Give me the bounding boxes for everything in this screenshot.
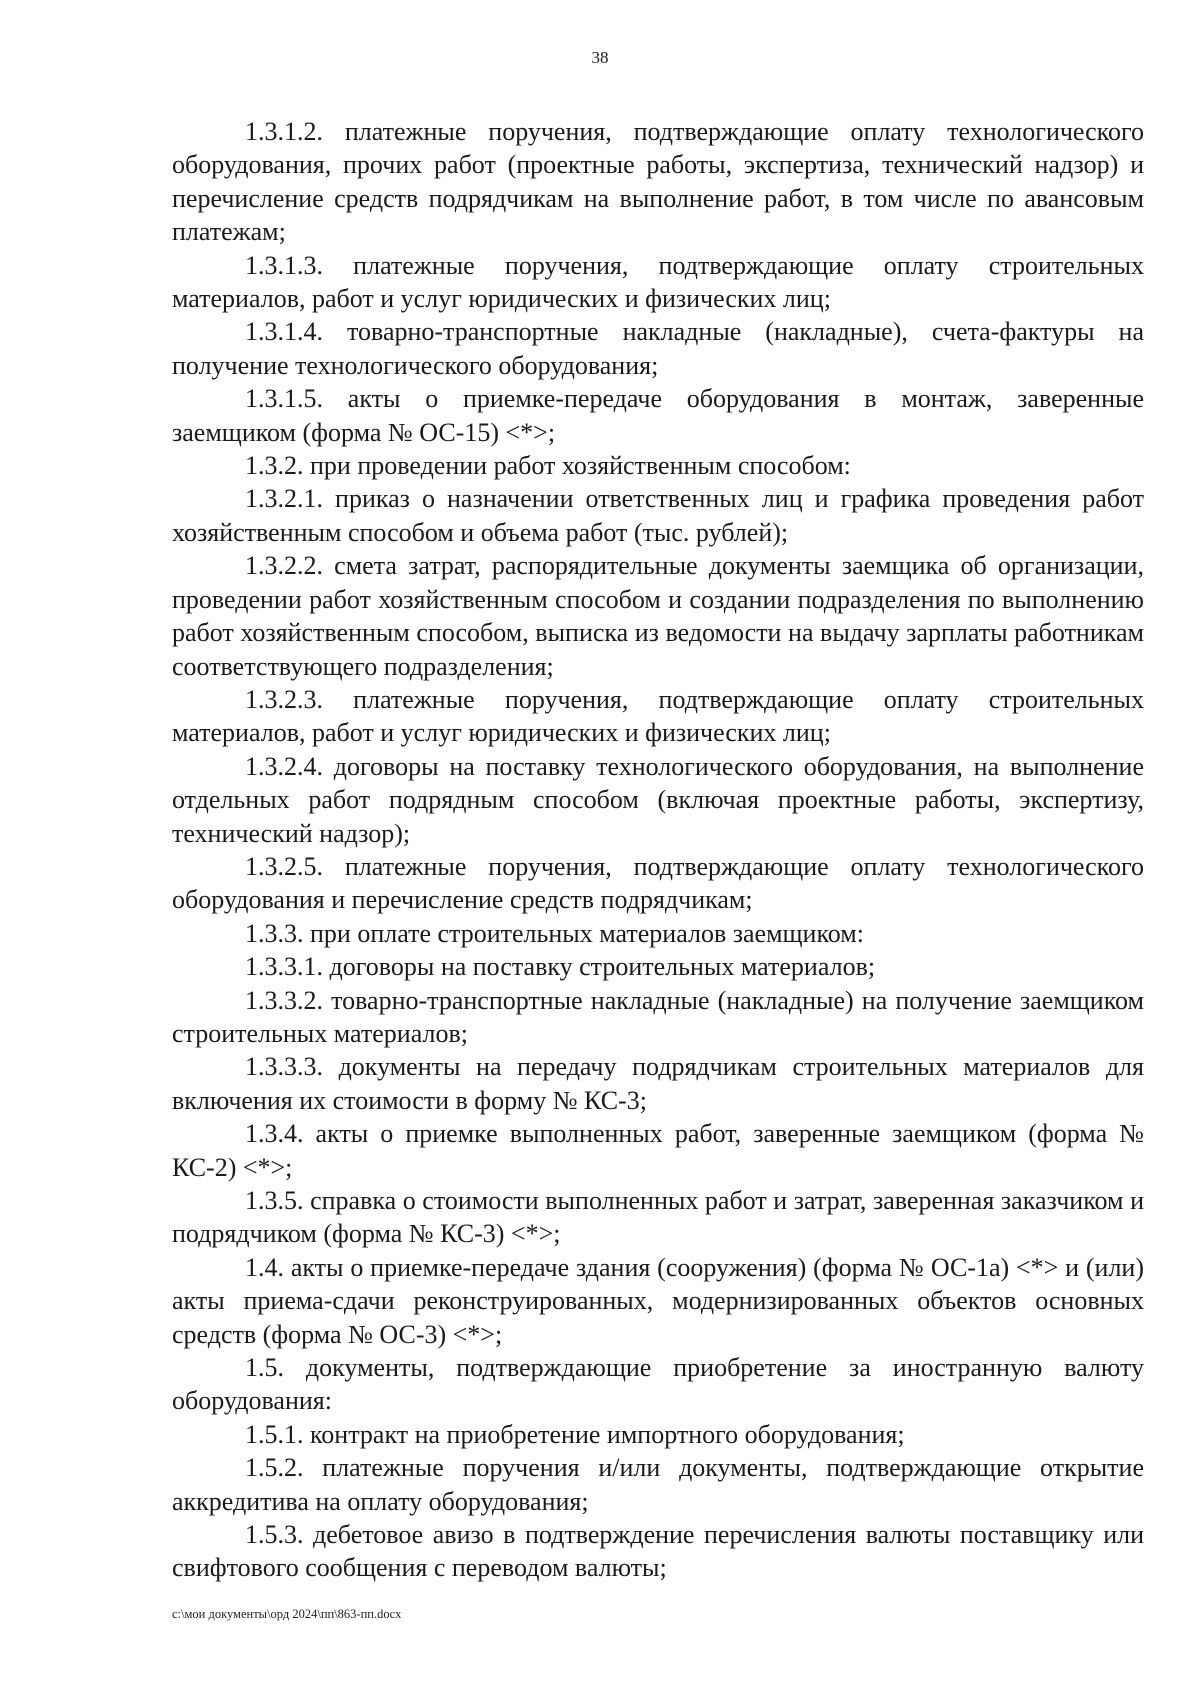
paragraph-1-5-1: 1.5.1. контракт на приобретение импортного оборудования; [245, 1419, 905, 1449]
paragraph-1-3-2-1: 1.3.2.1. приказ о назначении ответственных лиц и графика проведения работ хозяйственным способом и объема работ (тыс. рублей); [172, 484, 1144, 547]
document-body [172, 115, 1144, 1585]
paragraph-1-3-2-3: 1.3.2.3. платежные поручения, подтверждающие оплату строительных материалов, работ и услуг юридических и физических лиц; [172, 684, 1144, 748]
paragraph-1-3-1-4: 1.3.1.4. товарно-транспортные накладные (накладные), счета-фактуры на получение технологического оборудования; [172, 317, 1144, 380]
paragraph-1-3-1-3: 1.3.1.3. платежные поручения, подтверждающие оплату строительных материалов, работ и услуг юридических и физических лиц; [172, 250, 1144, 314]
page-number: 38 [591, 48, 609, 67]
paragraph-1-5-3: 1.5.3. дебетовое авизо в подтверждение перечисления валюты поставщику или свифтового сообщения с переводом валюты; [172, 1520, 1144, 1583]
paragraph-1-3-3-2: 1.3.3.2. товарно-транспортные накладные (накладные) на получение заемщиком строительных материалов; [172, 985, 1144, 1048]
paragraph-1-3-1-2: 1.3.1.2. платежные поручения, подтверждающие оплату технологического оборудования, прочих работ (проектные работы, экспертиза, технический надзор) и перечисление средств подрядчикам на выполнение работ, в том числе по авансовым платежам; [172, 117, 1144, 247]
paragraph-1-3-5: 1.3.5. справка о стоимости выполненных работ и затрат, заверенная заказчиком и подрядчиком (форма № КС-3) <*>; [172, 1186, 1144, 1249]
paragraph-1-3-2-2: 1.3.2.2. смета затрат, распорядительные документы заемщика об организации, проведении работ хозяйственным способом и создании подразделения по выполнению работ хозяйственным способом, выписка из ведомости на выдачу зарплаты работникам соответствующего подразделения; [172, 551, 1144, 681]
paragraph-1-3-2: 1.3.2. при проведении работ хозяйственным способом: [245, 451, 851, 481]
footer-file-path: c:\мои документы\орд 2024\пп\863-пп.docx [172, 1607, 402, 1621]
paragraph-1-3-3-1: 1.3.3.1. договоры на поставку строительных материалов; [245, 952, 876, 982]
paragraph-1-3-3-3: 1.3.3.3. документы на передачу подрядчикам строительных материалов для включения их стоимости в форму № КС-3; [172, 1052, 1144, 1115]
paragraph-1-3-2-4: 1.3.2.4. договоры на поставку технологического оборудования, на выполнение отдельных работ подрядным способом (включая проектные работы, экспертизу, технический надзор); [172, 751, 1144, 848]
paragraph-1-3-2-5: 1.3.2.5. платежные поручения, подтверждающие оплату технологического оборудования и перечисление средств подрядчикам; [172, 851, 1144, 915]
paragraph-1-4: 1.4. акты о приемке-передаче здания (сооружения) (форма № ОС-1а) <*> и (или) акты приема-сдачи реконструированных, модернизированных объектов основных средств (форма № ОС-3) <*>; [172, 1252, 1144, 1349]
paragraph-1-3-3: 1.3.3. при оплате строительных материалов заемщиком: [245, 918, 864, 948]
paragraph-1-3-1-5: 1.3.1.5. акты о приемке-передаче оборудования в монтаж, заверенные заемщиком (форма № ОС-15) <*>; [172, 384, 1144, 447]
paragraph-1-5: 1.5. документы, подтверждающие приобретение за иностранную валюту оборудования: [172, 1353, 1144, 1416]
paragraph-1-5-2: 1.5.2. платежные поручения и/или документы, подтверждающие открытие аккредитива на оплату оборудования; [172, 1453, 1144, 1516]
paragraph-1-3-4: 1.3.4. акты о приемке выполненных работ, заверенные заемщиком (форма № КС-2) <*>; [172, 1119, 1144, 1182]
